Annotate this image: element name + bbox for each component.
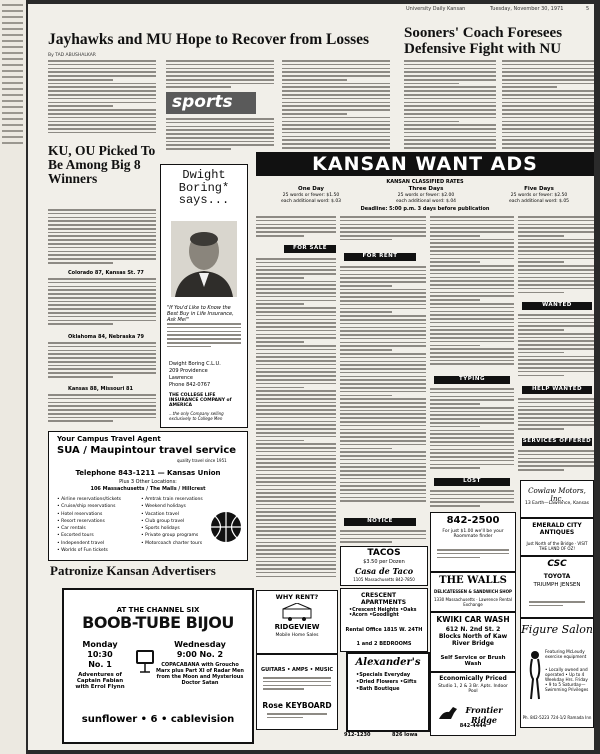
figure-title: Figure Salon <box>521 623 593 636</box>
boring-phone: Phone 842-0767 <box>169 382 211 388</box>
music-ad <box>256 654 338 730</box>
travel-right-list <box>141 496 211 547</box>
boob-tube-ad <box>62 588 254 744</box>
travel-list-item: • Weekend holidays <box>141 504 186 510</box>
services-text <box>518 450 594 476</box>
boring-name: Dwight Boring C.L.U. <box>169 361 221 367</box>
rate-three-days-price: 25 words or fewer: $2.00 <box>397 193 455 198</box>
kuou-sub1: Colorado 87, Kansas St. 77 <box>68 270 144 276</box>
classified-col1-top <box>256 216 336 242</box>
travel-plus: Plus 3 Other Locations: <box>119 479 177 485</box>
travel-list-item: • Independent travel <box>57 540 105 546</box>
boob-footer: sunflower • 6 • cablevision <box>81 714 235 725</box>
basketball-icon <box>209 510 243 544</box>
boob-mon-num: No. 1 <box>88 660 112 669</box>
kuou-text-d <box>48 394 156 430</box>
boob-top: AT THE CHANNEL SIX <box>116 606 200 614</box>
cat-notice: NOTICE <box>344 518 416 526</box>
casa-title: Casa de Taco <box>354 566 414 576</box>
roommate-text <box>437 549 509 567</box>
emerald-sub: Just North of the Bridge · VISIT THE LAND OF OZ! <box>526 541 588 551</box>
boob-wed-time: 9:00 No. 2 <box>176 650 224 659</box>
cat-for-rent: FOR RENT <box>344 253 416 261</box>
boring-tagline: ...the only Company selling exclusively to College Men <box>169 411 224 421</box>
ridgeview-ad <box>256 590 338 654</box>
rate-five-days: Five Days <box>524 186 554 192</box>
crescent-moon-icon <box>345 593 359 607</box>
travel-list-item: • Motorcoach charter tours <box>141 540 203 546</box>
crescent-beds: 1 and 2 BEDROOMS <box>356 641 412 647</box>
cowlaw-sub: 13 Earth—Lawrence, Kansas <box>524 501 590 506</box>
ridgeview-sub: Mobile Home Sales <box>275 633 319 638</box>
travel-list-item: • Vacation travel <box>141 511 179 517</box>
want-ads-banner <box>256 152 594 176</box>
travel-list-item: • Club group travel <box>141 518 185 524</box>
roommate-phone: 842-2500 <box>446 515 500 526</box>
alexanders-ad <box>346 652 430 732</box>
boring-body <box>167 323 241 353</box>
main-headline: Jayhawks and MU Hope to Recover from Losses <box>48 31 370 48</box>
cat-help-wanted: HELP WANTED <box>522 386 592 394</box>
kwiki-ad <box>430 612 516 672</box>
figure-salon-ad <box>520 618 594 728</box>
toyota-title: TOYOTA <box>543 573 571 580</box>
crescent-office: Rental Office 1815 W. 24TH <box>345 627 423 633</box>
econ-title: Economically Priced <box>439 675 507 682</box>
article-text-col3 <box>282 60 390 152</box>
music-text <box>263 677 331 697</box>
alexanders-addr: 826 Iowa <box>392 732 418 738</box>
kuou-text-b <box>48 278 156 332</box>
walls-addr: 1330 Massachusetts · Lawrence Rental Exchange <box>434 597 512 607</box>
travel-heading: Your Campus Travel Agent <box>57 435 161 443</box>
article-text-col2 <box>166 60 274 90</box>
travel-left-list <box>57 496 142 554</box>
classified-col2 <box>340 266 426 514</box>
boring-address: 209 Providence <box>169 368 208 374</box>
wanted-text <box>518 314 594 382</box>
travel-list-item: • Sports holidays <box>141 526 180 532</box>
guitars-title: GUITARS • AMPS • MUSIC <box>261 667 333 673</box>
sports-banner <box>166 92 256 114</box>
kuou-sub2: Oklahoma 84, Nebraska 79 <box>68 334 144 340</box>
alexanders-items: •Specials Everyday •Dried Flowers •Gifts •Bath Boutique <box>356 672 417 692</box>
cat-wanted: WANTED <box>522 302 592 310</box>
crescent-ad <box>340 588 428 652</box>
newspaper-page <box>28 4 594 750</box>
travel-brand: SUA / Maupintour travel service <box>57 445 237 456</box>
rates-title: KANSAN CLASSIFIED RATES <box>386 179 464 185</box>
boob-title: BOOB-TUBE BIJOU <box>82 613 234 632</box>
boring-quote: "If You'd Like to Know the Best Buy in Life Insurance, Ask Me!" <box>167 305 234 323</box>
walls-ad <box>430 572 516 612</box>
boob-monday: Monday <box>82 640 118 649</box>
patronize-banner: Patronize Kansan Advertisers <box>50 563 216 578</box>
rate-one-day: One Day <box>298 186 324 192</box>
rate-five-days-price: 25 words or fewer: $2.50 <box>510 193 568 198</box>
cowlaw-ad <box>520 480 594 518</box>
lost-text <box>430 490 514 510</box>
walls-sub: DELICATESSEN & SANDWICH SHOP <box>434 589 512 594</box>
toyota-sub: TRIUMPH JENSEN <box>533 582 581 588</box>
frontier-ridge-ad <box>430 672 516 736</box>
roommate-sub: For just $1.00 we'll be your Roommate finder <box>442 529 504 539</box>
kwiki-addr: 612 N. 2nd St. 2 Blocks North of Kaw River Bridge <box>438 626 508 647</box>
emerald-city-ad <box>520 518 594 556</box>
csc-logo: CSC <box>547 559 567 569</box>
sports-label: sports <box>172 92 233 112</box>
tv-icon <box>134 646 156 686</box>
rate-one-day-add: each additional word: $.03 <box>280 199 342 204</box>
emerald-title: EMERALD CITY ANTIQUES <box>532 522 582 536</box>
cat-typing: TYPING <box>434 376 510 384</box>
sooners-headline: Sooners' Coach Foresees Defensive Fight with NU <box>404 25 563 57</box>
alexanders-title: Alexander's <box>355 657 421 668</box>
want-ads-title: KANSAN WANT ADS <box>312 153 538 175</box>
travel-ad <box>48 431 248 561</box>
travel-list-item: • Car rentals <box>57 526 86 532</box>
boob-mon-film: Adventures of Captain Fabian with Errol Flynn <box>75 672 125 690</box>
travel-list-item: • Hotel reservations <box>57 511 103 517</box>
help-wanted-text <box>518 398 594 436</box>
boring-city: Lawrence <box>169 375 193 381</box>
cat-lost: LOST <box>434 478 510 486</box>
toyota-ad <box>520 556 594 618</box>
dwight-boring-ad <box>160 164 248 428</box>
cowlaw-title: Cowlaw Motors, Inc. <box>528 487 586 503</box>
walls-title: THE WALLS <box>439 575 507 586</box>
boob-wed-film: COPACABANA with Groucho Marx plus Part XI of Radar Men from the Moon and Mysterious Doctor Satan <box>156 662 244 686</box>
article-text-col4 <box>404 60 496 152</box>
ridgeview-title: RIDGEVIEW <box>274 623 320 631</box>
kuou-sub3: Kansas 88, Missouri 81 <box>68 386 133 392</box>
mobile-home-icon <box>281 603 313 621</box>
portrait-photo <box>171 221 237 297</box>
travel-locations: 106 Massachusetts / The Malls / Hillcrest <box>90 486 206 492</box>
travel-phone: Telephone 843-1211 — Kansas Union <box>75 469 221 477</box>
travel-list-item: • Amtrak train reservations <box>141 497 203 502</box>
travel-list-item: • Private group programs <box>141 533 199 539</box>
figure-phone: Ph. 842-5223 724-1/2 Ramada Inn <box>522 715 592 720</box>
travel-list-item: • Resort reservations <box>57 518 105 524</box>
boob-mon-time: 10:30 <box>87 650 113 659</box>
crescent-title: CRESCENT APARTMENTS <box>361 592 407 606</box>
figure-items: • Locally owned and operated • Up to 4 Weekday Hrs. Friday • 9 to 5 Saturday—Swimming Privileges <box>545 667 589 692</box>
econ-sub: Studio 1, 2 & 3 Br. Apts. Indoor Pool <box>438 684 508 694</box>
crescent-items: •Crescent Heights •Oaks •Acorn •Goodlight <box>349 608 417 618</box>
kwiki-sub: Self Service or Brush Wash <box>440 655 506 667</box>
kwiki-title: KWIKI CAR WASH <box>436 615 510 624</box>
travel-list-item: • Worlds of Fun tickets <box>57 548 108 554</box>
classified-col3 <box>430 216 514 374</box>
casa-addr: 1105 Massachusetts 842-7850 <box>353 577 415 582</box>
rates-deadline: Deadline: 5:00 p.m. 3 days before publication <box>360 206 490 212</box>
travel-list-item: • Escorted tours <box>57 533 94 539</box>
tacos-sub: $3.50 per Dozen <box>363 559 405 565</box>
rate-three-days: Three Days <box>408 186 444 192</box>
classified-col2-top <box>340 216 426 246</box>
typing-text <box>430 388 514 474</box>
boring-title: Dwight Boring* says... <box>178 168 230 208</box>
classified-col1 <box>256 258 336 588</box>
rose-keyboard: Rose KEYBOARD <box>262 701 332 710</box>
kuou-headline: KU, OU Picked To Be Among Big 8 Winners <box>48 143 156 187</box>
toyota-text <box>529 601 585 611</box>
page-number: 5 <box>586 6 590 12</box>
cat-for-sale: FOR SALE <box>284 245 336 253</box>
frontier-phone: 842-4444 <box>459 723 487 729</box>
cat-services: SERVICES OFFERED <box>522 438 592 444</box>
alexanders-phone: 912-1230 <box>344 732 371 738</box>
article-text-col1 <box>48 60 156 138</box>
rate-five-days-add: each additional word: $.05 <box>508 199 570 204</box>
boring-company: THE COLLEGE LIFE INSURANCE COMPANY of AMERICA <box>169 393 232 408</box>
roommate-ad <box>430 512 516 572</box>
article-text-col5 <box>502 60 594 152</box>
paper-name: University Daily Kansan <box>406 6 466 12</box>
figure-sub: Featuring McLeudy exercise equipment <box>545 649 587 659</box>
rose-text <box>267 713 327 725</box>
frontier-title: Frontier Ridge <box>465 705 503 725</box>
byline: By TAD ABUSHALKAR <box>48 53 96 58</box>
travel-sub: quality travel since 1951 <box>177 458 227 463</box>
why-rent: WHY RENT? <box>275 593 319 601</box>
figure-silhouette-icon <box>527 649 543 701</box>
travel-list-item: • Cruise/ship reservations <box>57 504 116 510</box>
previous-page-edge <box>0 0 26 754</box>
kuou-text-c <box>48 342 156 384</box>
tacos-title: TACOS <box>367 548 401 558</box>
tacos-ad <box>340 546 428 586</box>
paper-date: Tuesday, November 30, 1971 <box>490 6 564 12</box>
rate-one-day-price: 25 words or fewer: $1.50 <box>282 193 340 198</box>
travel-list-item: • Airline reservations/tickets <box>57 497 122 502</box>
classified-col4 <box>518 216 594 300</box>
boob-wednesday: Wednesday <box>174 640 226 649</box>
rate-three-days-add: each additional word: $.04 <box>395 199 457 204</box>
kuou-text-a <box>48 209 156 269</box>
article-text-col2b <box>166 118 274 152</box>
